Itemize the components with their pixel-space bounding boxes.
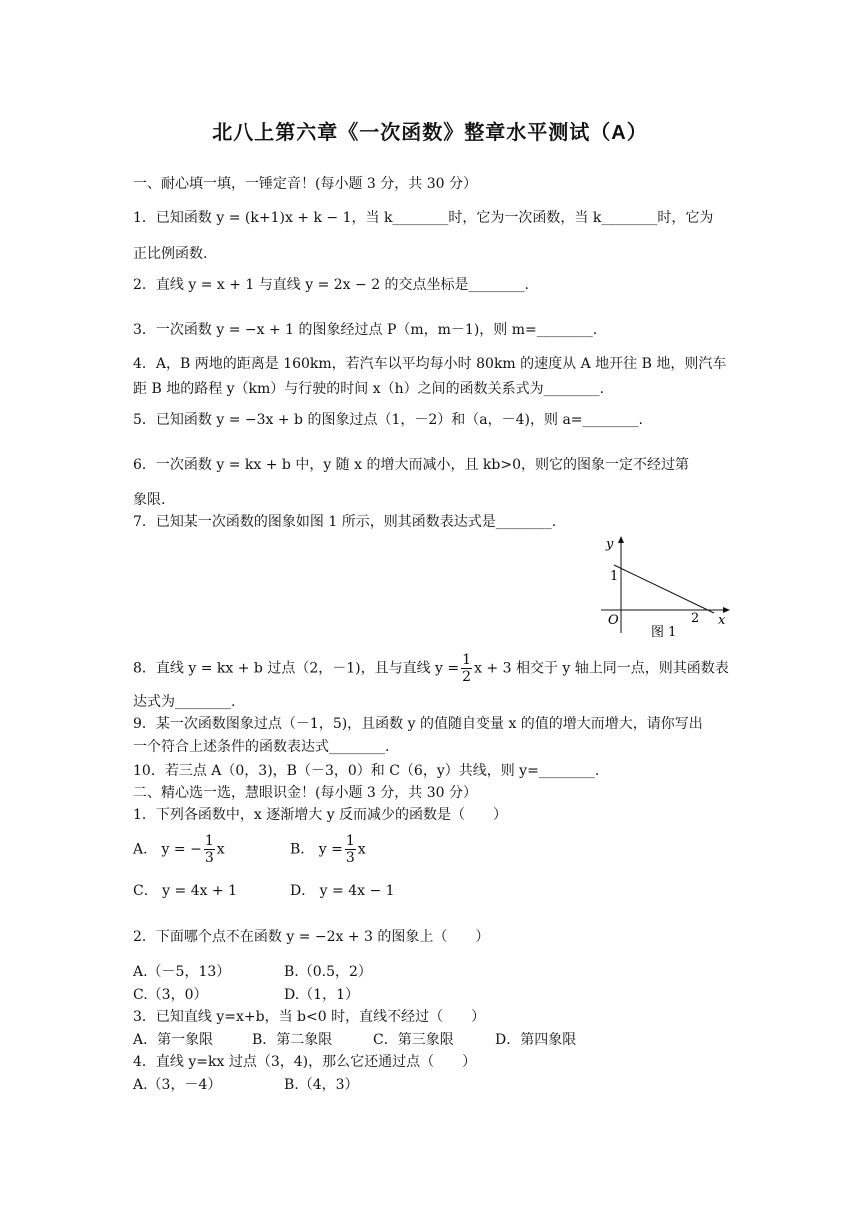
mc-question-2-option-a: A.（－5，13） bbox=[133, 964, 231, 980]
fraction-numerator: 1 bbox=[204, 833, 214, 849]
question-8-text-b: x + 3 相交于 y 轴上同一点，则其函数表 bbox=[474, 660, 729, 677]
option-b-fraction bbox=[345, 833, 356, 866]
mc-question-2-option-b: B.（0.5，2） bbox=[284, 964, 372, 980]
mc-question-3-option-d: D．第四象限 bbox=[495, 1032, 577, 1048]
option-a-fraction bbox=[204, 833, 215, 866]
mc-question-3-option-c: C．第三象限 bbox=[373, 1032, 454, 1048]
question-9-line-1: 9．某一次函数图象过点（－1，5)，且函数 y 的值随自变量 x 的值的增大而增大，请你写出 bbox=[133, 716, 703, 732]
mc-question-1-option-d: D． y = 4x − 1 bbox=[290, 883, 395, 899]
question-10: 10．若三点 A（0，3)，B（－3，0）和 C（6，y）共线，则 y=________. bbox=[133, 763, 600, 779]
question-1-line-1: 1．已知函数 y = (k+1)x + k − 1，当 k________时，它为一次函数，当 k________时，它为 bbox=[133, 210, 714, 226]
question-8-line-1 bbox=[133, 652, 729, 685]
option-a-suffix: x bbox=[216, 841, 225, 858]
figure-x-tick-label: 2 bbox=[691, 611, 700, 626]
mc-question-1-option-a bbox=[133, 833, 225, 866]
mc-question-3-option-a: A．第一象限 bbox=[133, 1032, 214, 1048]
figure-y-tick-label: 1 bbox=[610, 569, 619, 584]
question-8-line-2: 达式为________. bbox=[133, 694, 236, 710]
mc-question-2-option-c: C.（3，0） bbox=[133, 987, 208, 1003]
fraction-denominator: 3 bbox=[204, 850, 214, 866]
question-5: 5．已知函数 y = −3x + b 的图象过点（1，－2）和（a，－4)，则 a=________. bbox=[133, 412, 643, 428]
question-6-line-1: 6．一次函数 y = kx + b 中，y 随 x 的增大而减小，且 kb>0，则它的图象一定不经过第 bbox=[133, 457, 690, 473]
figure-x-label: x bbox=[718, 613, 726, 628]
fraction-numerator: 1 bbox=[462, 652, 472, 668]
mc-question-3-stem: 3．已知直线 y=x+b，当 b<0 时，直线不经过（ ） bbox=[133, 1009, 486, 1025]
figure-origin-label: O bbox=[608, 613, 619, 628]
fraction-denominator: 2 bbox=[462, 669, 472, 685]
option-a-prefix: A． y = − bbox=[133, 841, 202, 858]
figure-y-label: y bbox=[606, 537, 614, 552]
question-7: 7．已知某一次函数的图象如图 1 所示，则其函数表达式是________. bbox=[133, 514, 557, 530]
question-4-line-1: 4．A，B 两地的距离是 160km，若汽车以平均每小时 80km 的速度从 A 地开往 B 地，则汽车 bbox=[133, 356, 727, 372]
mc-question-2-option-d: D.（1，1） bbox=[284, 987, 359, 1003]
question-8-text-a: 8．直线 y = kx + b 过点（2，－1)，且与直线 y = bbox=[133, 660, 460, 677]
fraction-numerator: 1 bbox=[345, 833, 355, 849]
figure-caption: 图 1 bbox=[651, 625, 677, 640]
option-b-suffix: x bbox=[357, 841, 366, 858]
mc-question-1-option-b bbox=[290, 833, 366, 866]
mc-question-4-option-a: A.（3，－4） bbox=[133, 1077, 222, 1093]
mc-question-4-option-b: B.（4，3） bbox=[284, 1077, 359, 1093]
mc-question-4-stem: 4．直线 y=kx 过点（3，4)，那么它还通过点（ ） bbox=[133, 1054, 477, 1070]
question-2: 2．直线 y = x + 1 与直线 y = 2x − 2 的交点坐标是________. bbox=[133, 277, 530, 293]
mc-question-2-stem: 2．下面哪个点不在函数 y = −2x + 3 的图象上（ ） bbox=[133, 929, 490, 945]
fraction-denominator: 3 bbox=[345, 850, 355, 866]
question-6-line-2: 象限. bbox=[133, 492, 166, 508]
question-1-line-2: 正比例函数. bbox=[133, 246, 208, 262]
question-3: 3．一次函数 y = −x + 1 的图象经过点 P（m，m－1)，则 m=________. bbox=[133, 322, 598, 338]
mc-question-3-option-b: B．第二象限 bbox=[252, 1032, 333, 1048]
mc-question-1-option-c: C． y = 4x + 1 bbox=[133, 883, 238, 899]
question-8-fraction bbox=[461, 652, 472, 685]
mc-question-1-stem: 1．下列各函数中，x 逐渐增大 y 反而减少的函数是（ ） bbox=[133, 807, 508, 823]
question-9-line-2: 一个符合上述条件的函数表达式________. bbox=[133, 739, 390, 755]
page-title: 北八上第六章《一次函数》整章水平测试（A） bbox=[212, 122, 648, 144]
section1-heading: 一、耐心填一填，一锤定音！(每小题 3 分，共 30 分） bbox=[133, 176, 477, 192]
option-b-prefix: B． y = bbox=[290, 841, 343, 858]
figure-1-graph bbox=[596, 533, 736, 643]
section2-heading: 二、精心选一选，慧眼识金！(每小题 3 分，共 30 分） bbox=[133, 785, 477, 801]
question-4-line-2: 距 B 地的路程 y（km）与行驶的时间 x（h）之间的函数关系式为________. bbox=[133, 381, 605, 397]
